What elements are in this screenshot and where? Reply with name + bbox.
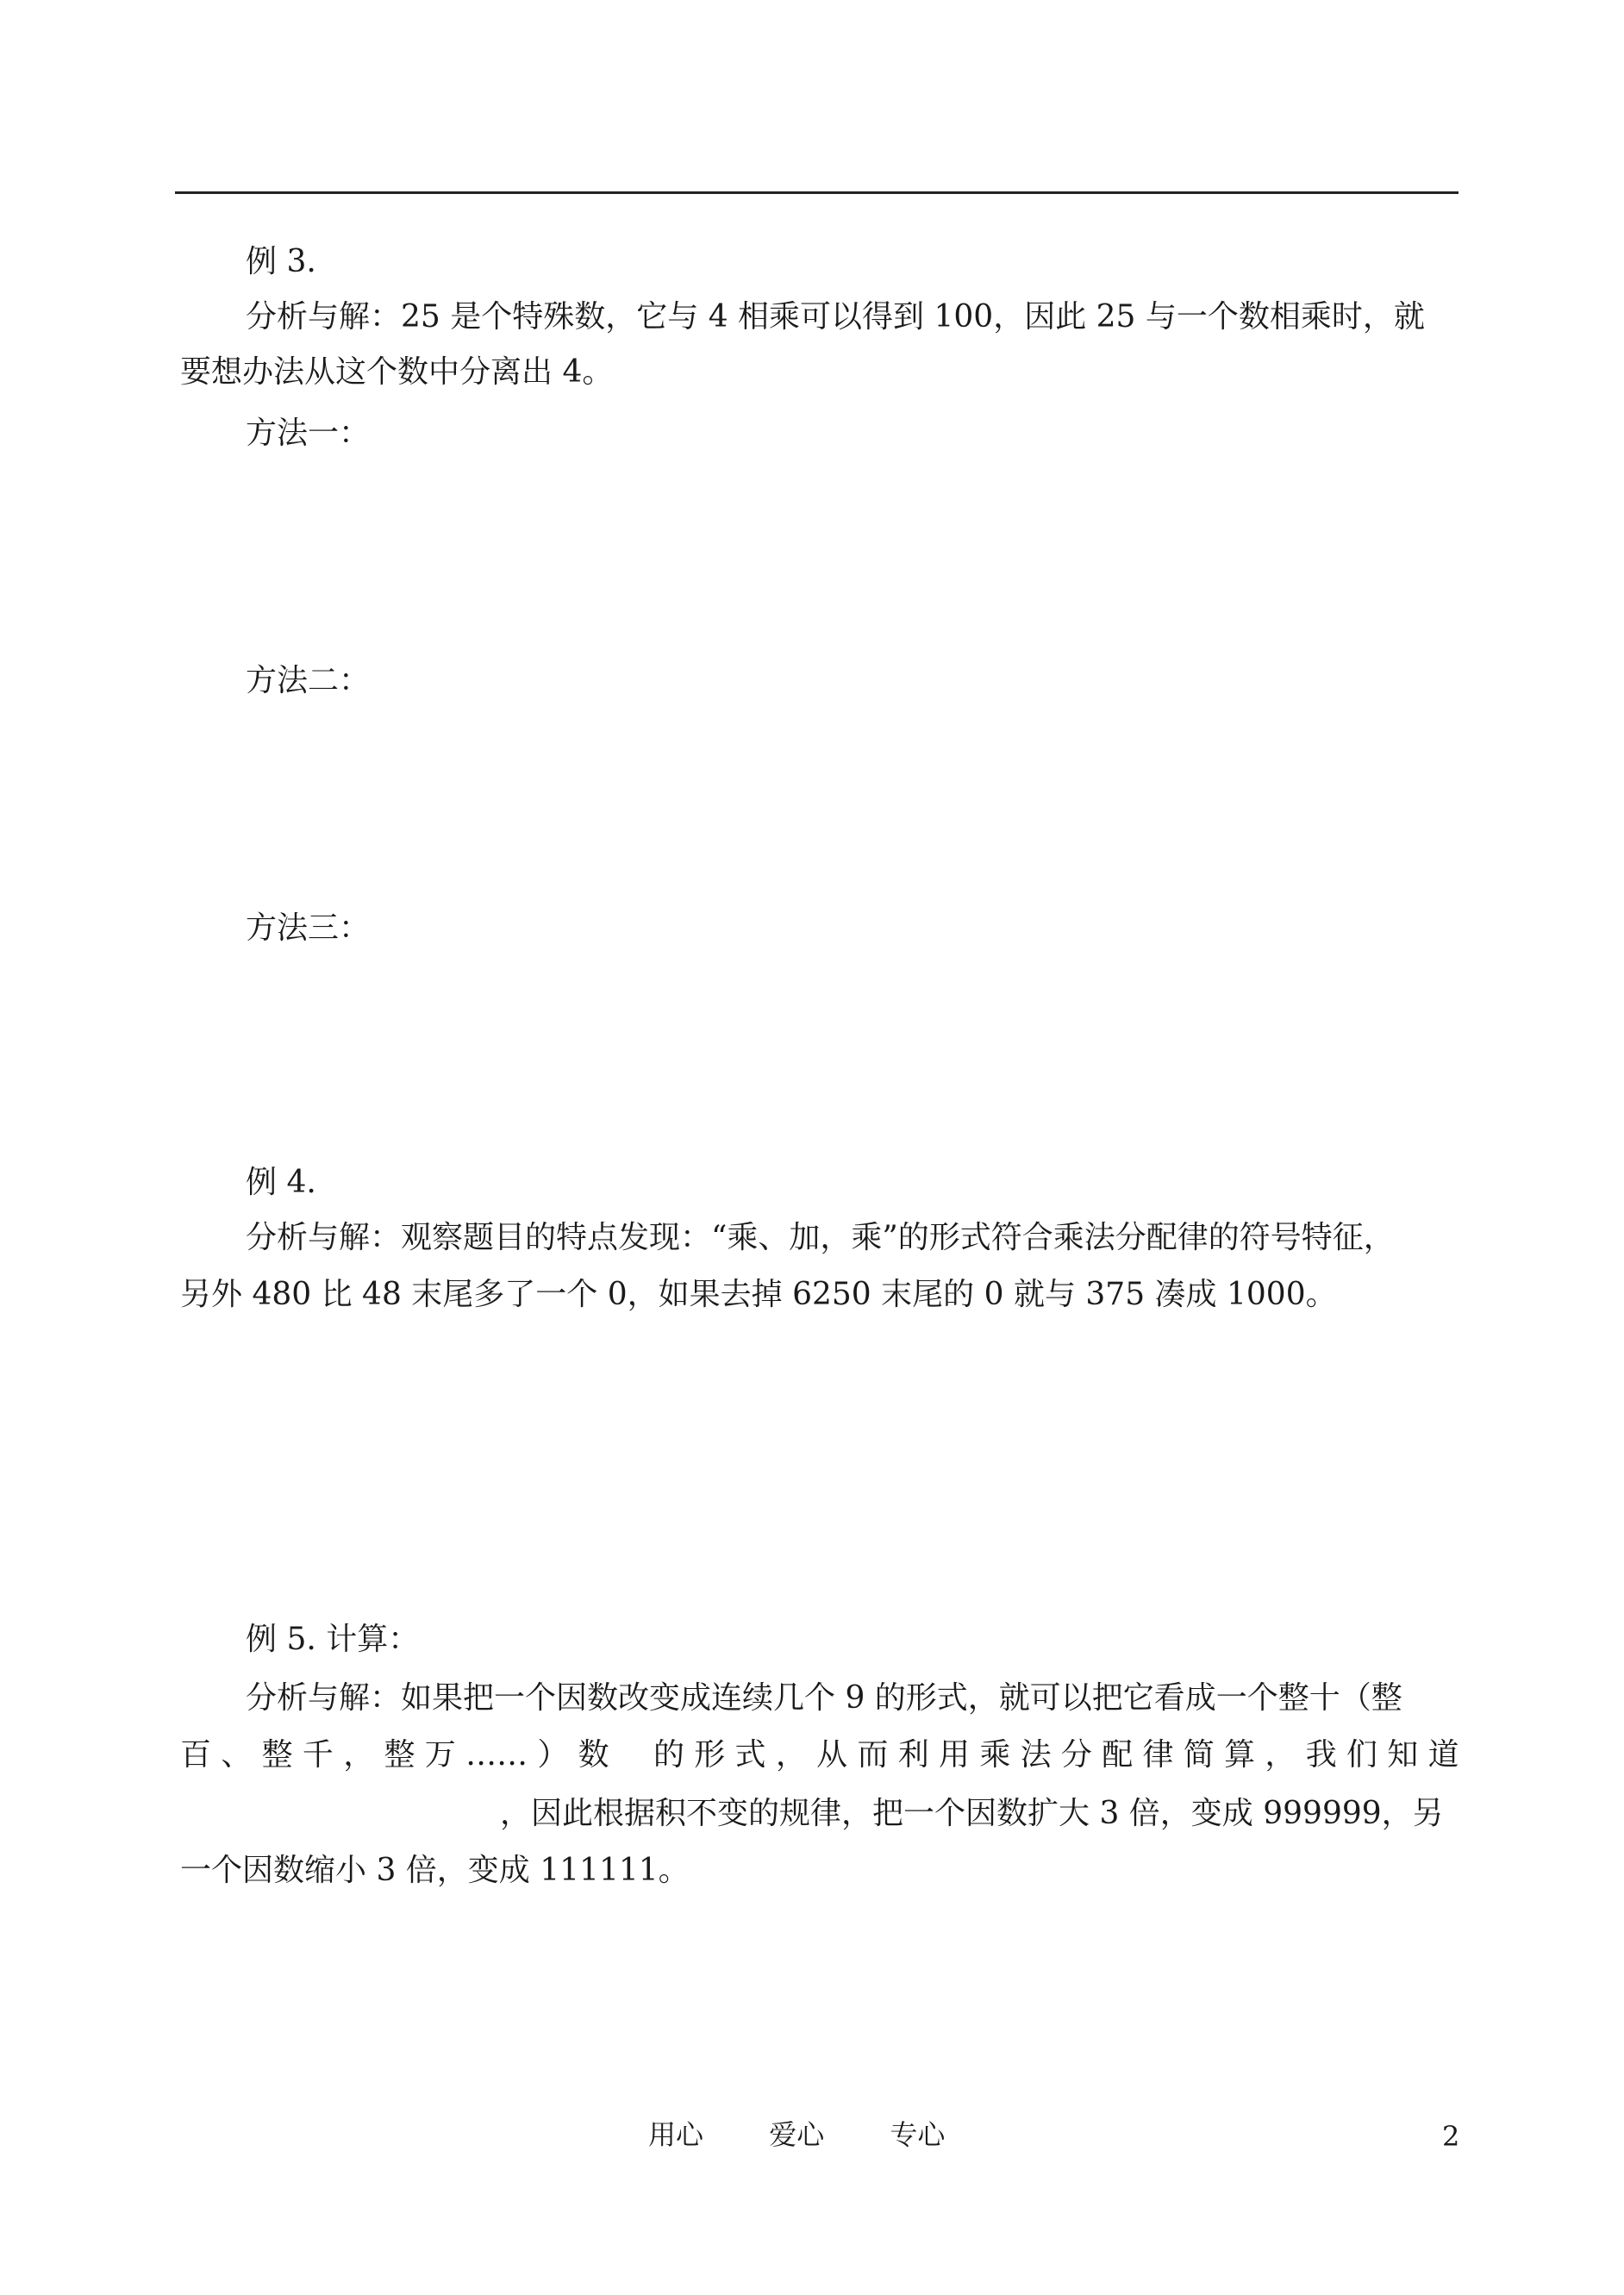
example-4-analysis-line-1: 分析与解：观察题目的特点发现：“乘、加，乘”的形式符合乘法分配律的符号特征， [246,1220,1395,1255]
token: 分 [1060,1737,1092,1773]
token: 配 [1102,1737,1134,1773]
token: 用 [939,1737,971,1773]
footer-motto-item: 爱心 [769,2118,825,2151]
page-number: 2 [1442,2120,1460,2153]
token: 万 [424,1737,456,1773]
footer-motto-item: 用心 [648,2118,704,2151]
token: 千 [302,1737,334,1773]
header-rule [175,191,1458,194]
token: 整 [261,1737,293,1773]
example-3-analysis-line-2: 要想办法从这个数中分离出 4。 [180,354,614,390]
footer-motto-item: 专心 [890,2118,946,2151]
token: 知 [1387,1737,1419,1773]
example-5-analysis-line-1: 分析与解：如果把一个因数改变成连续几个 9 的形式，就可以把它看成一个整十（整 [246,1680,1402,1716]
token: ， [343,1737,375,1773]
token: 数 [578,1737,609,1773]
token: ） [537,1737,569,1773]
example-4-analysis-line-2: 另外 480 比 48 末尾多了一个 0，如果去掉 6250 末尾的 0 就与 375 凑成 1000。 [180,1277,1337,1312]
token: 简 [1183,1737,1215,1773]
token: ， [775,1737,807,1773]
token: 、 [221,1737,253,1773]
example-3-heading: 例 3. [246,244,316,279]
example-5-analysis-line-4: 一个因数缩小 3 倍，变成 111111。 [180,1853,690,1888]
example-4-heading: 例 4. [246,1165,316,1200]
token: 百 [180,1737,212,1773]
token: 而 [857,1737,889,1773]
token: 律 [1142,1737,1174,1773]
token: 们 [1346,1737,1378,1773]
example-3-analysis-line-1: 分析与解：25 是个特殊数，它与 4 相乘可以得到 100，因此 25 与一个数相乘时，就 [246,299,1425,335]
example-3-method-3: 方法三： [246,910,371,946]
example-5-analysis-line-2 [180,1736,1459,1774]
token: 的 [653,1737,684,1773]
token: 法 [1020,1737,1052,1773]
token: 算 [1224,1737,1256,1773]
example-3-method-2: 方法二： [246,663,371,698]
token: 形 [694,1737,726,1773]
example-5-analysis-line-3: ，因此根据积不变的规律，把一个因数扩大 3 倍，变成 999999，另 [500,1796,1444,1831]
example-3-method-1: 方法一： [246,416,371,451]
token: 式 [734,1737,766,1773]
token: 道 [1427,1737,1459,1773]
token: ， [1265,1737,1296,1773]
example-5-heading: 例 5. 计算： [246,1622,420,1657]
token: 乘 [979,1737,1011,1773]
token: 利 [897,1737,929,1773]
footer-motto [648,2117,945,2152]
token: 我 [1305,1737,1337,1773]
token: 从 [816,1737,848,1773]
token: 整 [384,1737,415,1773]
token: …… [465,1737,528,1773]
